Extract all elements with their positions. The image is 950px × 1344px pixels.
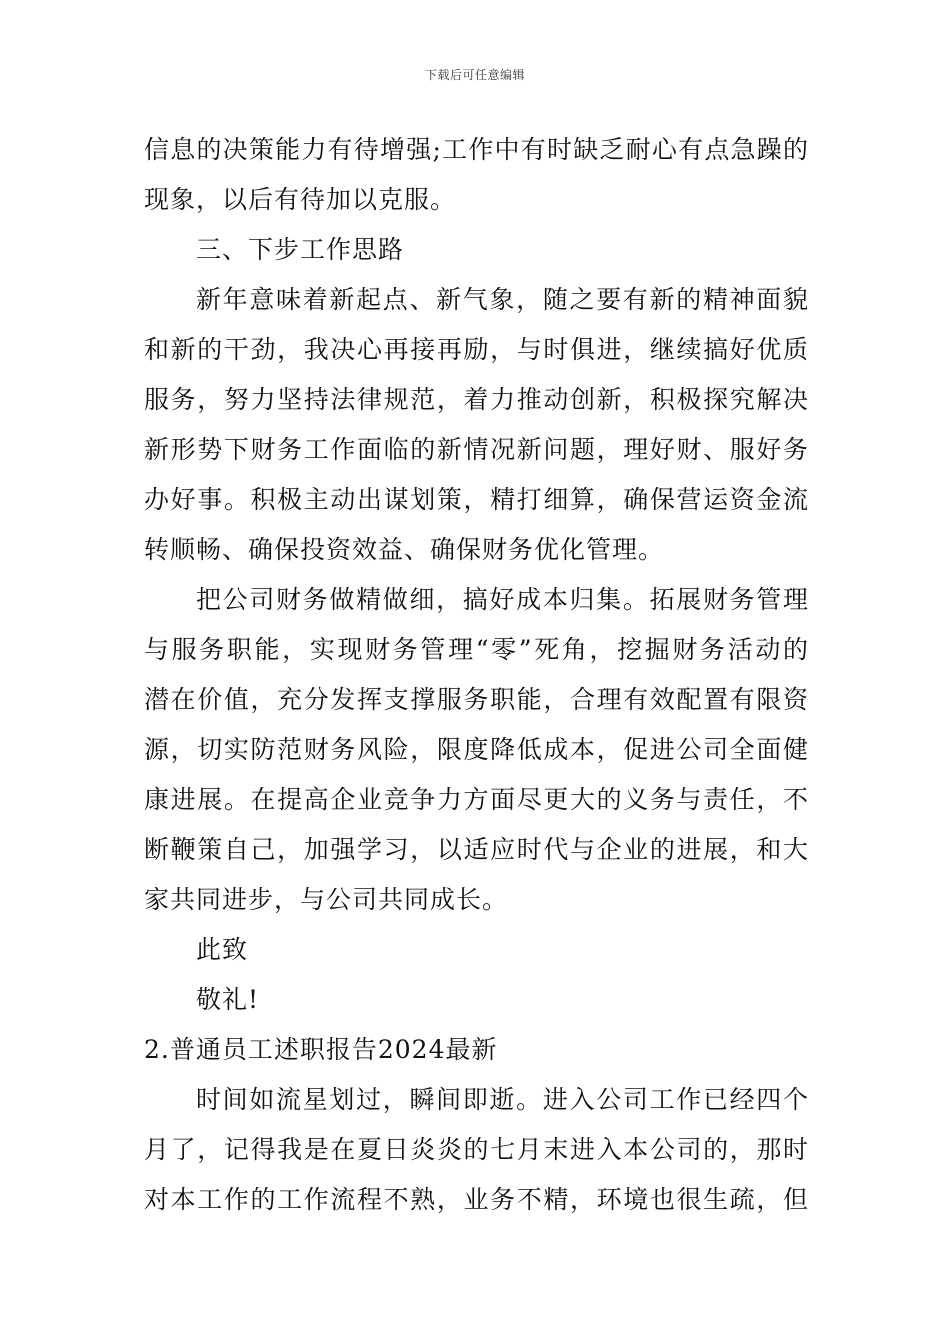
text-line: 和新的干劲，我决心再接再励，与时俱进，继续搞好优质 [144,335,809,364]
text-line: 断鞭策自己，加强学习，以适应时代与企业的进展，和大 [144,835,809,864]
text-line: 月了，记得我是在夏日炎炎的七月末进入本公司的，那时 [144,1135,809,1164]
text-line: 服务，努力坚持法律规范，着力推动创新，积极探究解决 [144,385,809,414]
text-line: 康进展。在提高企业竞争力方面尽更大的义务与责任，不 [144,785,809,814]
text-line: 与服务职能，实现财务管理“零”死角，挖掘财务活动的 [144,635,809,664]
text-line: 把公司财务做精做细，搞好成本归集。拓展财务管理 [196,585,809,614]
text-line: 现象，以后有待加以克服。 [144,185,457,214]
text-line: 转顺畅、确保投资效益、确保财务优化管理。 [144,535,665,564]
text-line: 办好事。积极主动出谋划策，精打细算，确保营运资金流 [144,485,809,514]
document-body [144,125,809,1225]
text-line: 此致 [196,935,249,964]
text-line: 新形势下财务工作面临的新情况新问题，理好财、服好务 [144,435,809,464]
text-line: 新年意味着新起点、新气象，随之要有新的精神面貌 [196,285,809,314]
text-line: 对本工作的工作流程不熟，业务不精，环境也很生疏，但 [144,1185,809,1214]
text-line: 2.普通员工述职报告2024最新 [144,1035,498,1064]
text-line: 潜在价值，充分发挥支撑服务职能，合理有效配置有限资 [144,685,809,714]
text-line: 时间如流星划过，瞬间即逝。进入公司工作已经四个 [196,1085,809,1114]
text-line: 家共同进步，与公司共同成长。 [144,885,509,914]
text-line: 信息的决策能力有待增强;工作中有时缺乏耐心有点急躁的 [144,135,809,164]
page-header: 下载后可任意编辑 [424,68,525,82]
text-line: 源，切实防范财务风险，限度降低成本，促进公司全面健 [144,735,809,764]
text-line: 三、下步工作思路 [196,235,405,264]
text-line: 敬礼! [196,985,260,1014]
